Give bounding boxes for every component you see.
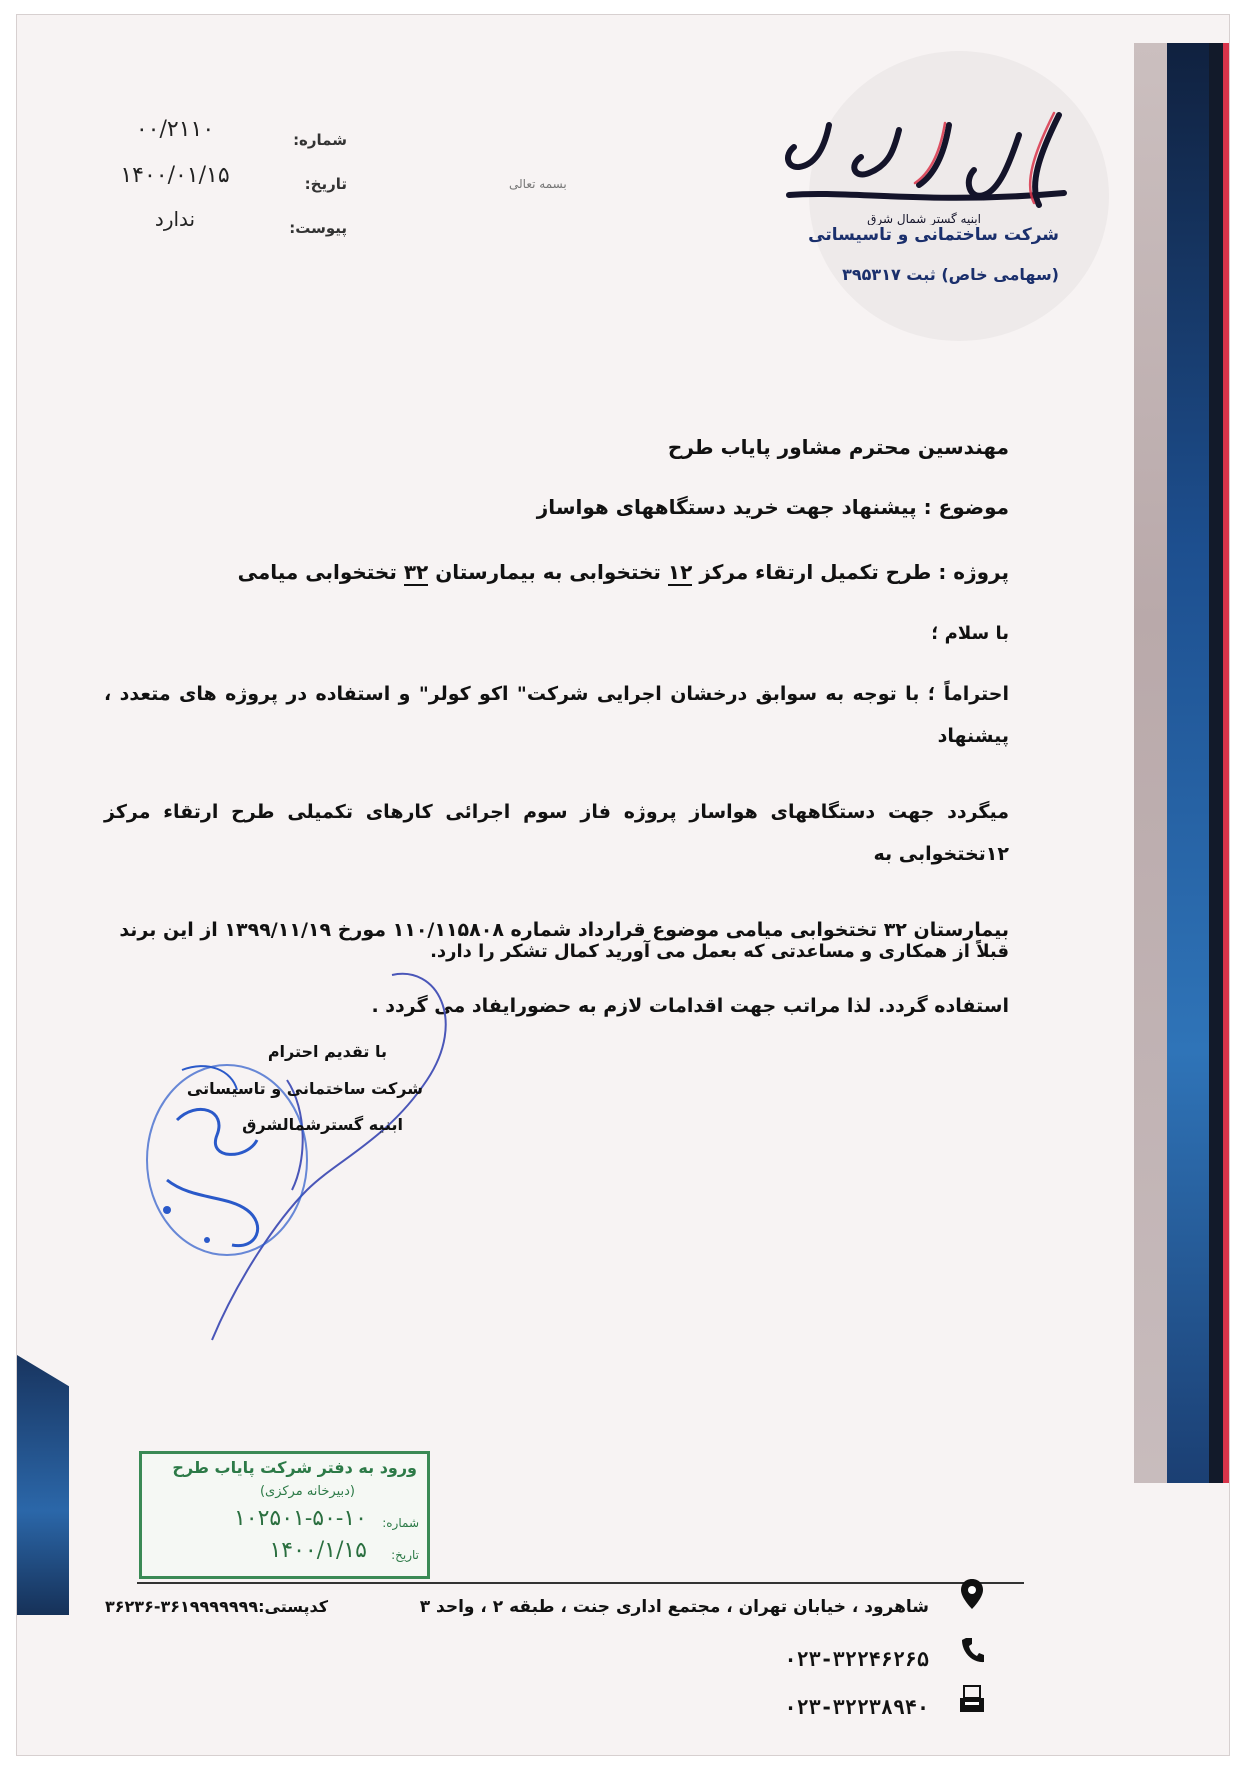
stamp-subtitle: (دبیرخانه مرکزی) [259, 1484, 355, 1499]
project-number-1: ۱۲ [667, 560, 693, 584]
location-pin-icon [955, 1577, 989, 1611]
project-mid: تختخوابی به بیمارستان [435, 560, 661, 584]
letter-page [16, 14, 1230, 1756]
stamp-title: ورود به دفتر شرکت پایاب طرح [172, 1458, 417, 1477]
subject-line: موضوع : پیشنهاد جهت خرید دستگاههای هواساز [536, 495, 1009, 519]
company-type: شرکت ساختمانی و تاسیساتی [808, 225, 1059, 245]
closing-company: شرکت ساختمانی و تاسیساتی [186, 1079, 423, 1098]
project-prefix: پروژه : طرح تکمیل ارتقاء مرکز [699, 560, 1009, 584]
company-logo [769, 95, 1079, 225]
postal-code: کدپستی:۳۶۱۹۹۹۹۹۹۹-۳۶۲۳۶ [105, 1597, 329, 1616]
paragraph-line: بیمارستان ۳۲ تختخوابی میامی موضوع قرارداد شماره ۱۱۰/۱۱۵۸۰۸ مورخ ۱۳۹۹/۱۱/۱۹ از این برند [119, 919, 1009, 941]
receipt-stamp [139, 1451, 430, 1579]
project-line [238, 560, 1009, 584]
addressee: مهندسین محترم مشاور پایاب طرح [667, 435, 1009, 459]
decorative-band-red [1223, 43, 1229, 1483]
project-suffix: تختخوابی میامی [237, 560, 397, 584]
stamp-date-label: تاریخ: [391, 1548, 419, 1562]
number-value: ۰۰/۲۱۱۰ [135, 117, 215, 142]
fax-icon [955, 1683, 989, 1717]
phone-icon [955, 1633, 989, 1667]
closing-regards: با تقدیم احترام [267, 1042, 387, 1061]
decorative-band-dark [1209, 43, 1223, 1483]
logo-lettering: ابنیه گستر شمال شرق [867, 212, 981, 225]
decorative-corner [17, 1355, 69, 1615]
address: شاهرود ، خیابان تهران ، مجتمع اداری جنت ، طبقه ۲ ، واحد ۳ [419, 1597, 929, 1617]
attachment-value: ندارد [154, 207, 196, 231]
attachment-label: پیوست: [289, 219, 347, 237]
date-label: تاریخ: [304, 175, 347, 193]
phone-number: ۰۲۳-۳۲۲۴۶۲۶۵ [784, 1647, 929, 1671]
fax-number: ۰۲۳-۳۲۲۳۸۹۴۰ [784, 1695, 929, 1719]
closing-company-name: ابنیه گسترشمالشرق [242, 1115, 403, 1134]
project-number-2: ۳۲ [403, 560, 429, 584]
stamp-number-value: ۱۰۲۵۰۱-۵۰-۱۰ [233, 1506, 367, 1531]
bismillah: بسمه تعالی [509, 177, 567, 191]
stamp-number-label: شماره: [382, 1516, 419, 1530]
paragraph-line: میگردد جهت دستگاههای هواساز پروژه فاز سوم اجرائی کارهای تکمیلی طرح ارتقاء مرکز ۱۲تختخوابی به [104, 801, 1009, 865]
footer-divider [137, 1582, 1024, 1584]
stamp-date-value: ۱۴۰۰/۱/۱۵ [269, 1538, 367, 1563]
date-value: ۱۴۰۰/۰۱/۱۵ [120, 163, 230, 188]
paragraph-line: استفاده گردد. لذا مراتب جهت اقدامات لازم به حضورایفاد می گردد . [371, 995, 1009, 1017]
paragraph-line: احتراماً ؛ با توجه به سوابق درخشان اجرایی شرکت" اکو کولر" و استفاده در پروژه های متعدد ، پیشنهاد [104, 683, 1009, 747]
number-label: شماره: [293, 131, 347, 149]
thanks-paragraph: قبلاً از همکاری و مساعدتی که بعمل می آورید کمال تشکر را دارد. [430, 941, 1009, 962]
greeting: با سلام ؛ [931, 623, 1009, 644]
company-registration: (سهامی خاص) ثبت ۳۹۵۳۱۷ [842, 265, 1059, 284]
signature-and-seal [137, 960, 467, 1360]
